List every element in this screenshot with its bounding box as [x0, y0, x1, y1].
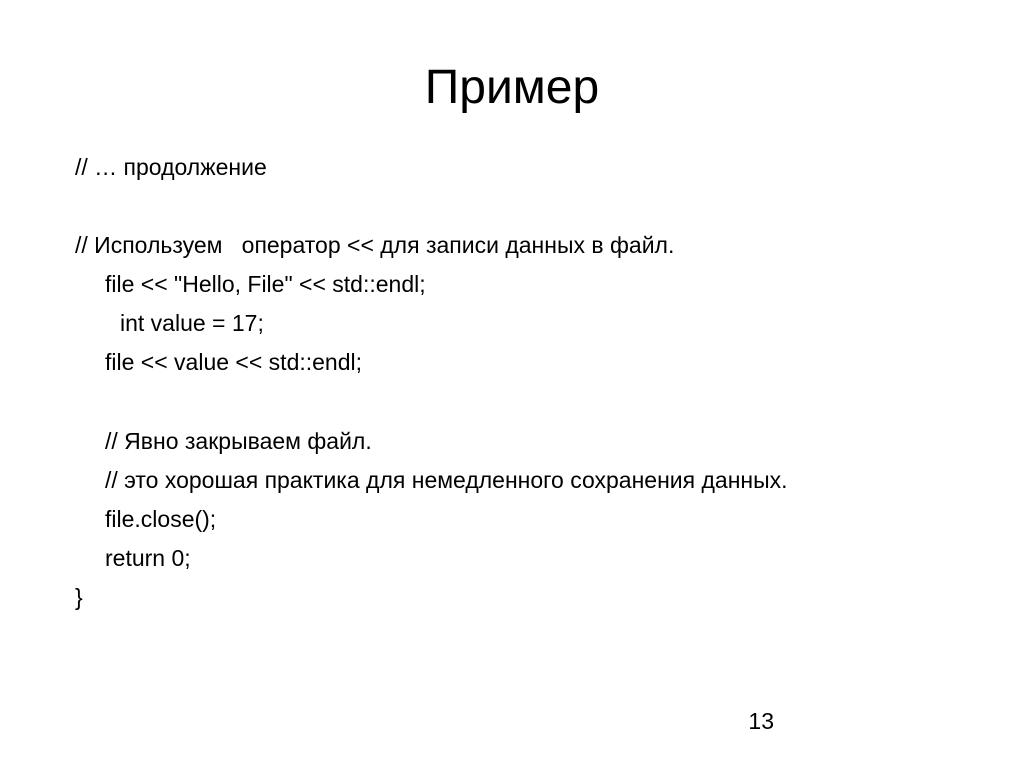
- code-line-4: int value = 17;: [120, 310, 264, 336]
- slide-title: Пример: [424, 61, 600, 114]
- code-line-8: file.close();: [105, 506, 217, 532]
- code-line-6: // Явно закрываем файл.: [105, 428, 372, 454]
- code-line-7: // это хорошая практика для немедленного сохранения данных.: [105, 467, 788, 493]
- code-line-2: // Используем оператор << для записи данных в файл.: [75, 232, 675, 258]
- code-line-3: file << "Hello, File" << std::endl;: [105, 271, 426, 297]
- code-line-9: return 0;: [105, 545, 191, 571]
- code-line-1: // … продолжение: [75, 154, 267, 180]
- code-line-5: file << value << std::endl;: [105, 349, 363, 375]
- page-number: 13: [748, 708, 774, 734]
- code-line-10: }: [75, 584, 83, 610]
